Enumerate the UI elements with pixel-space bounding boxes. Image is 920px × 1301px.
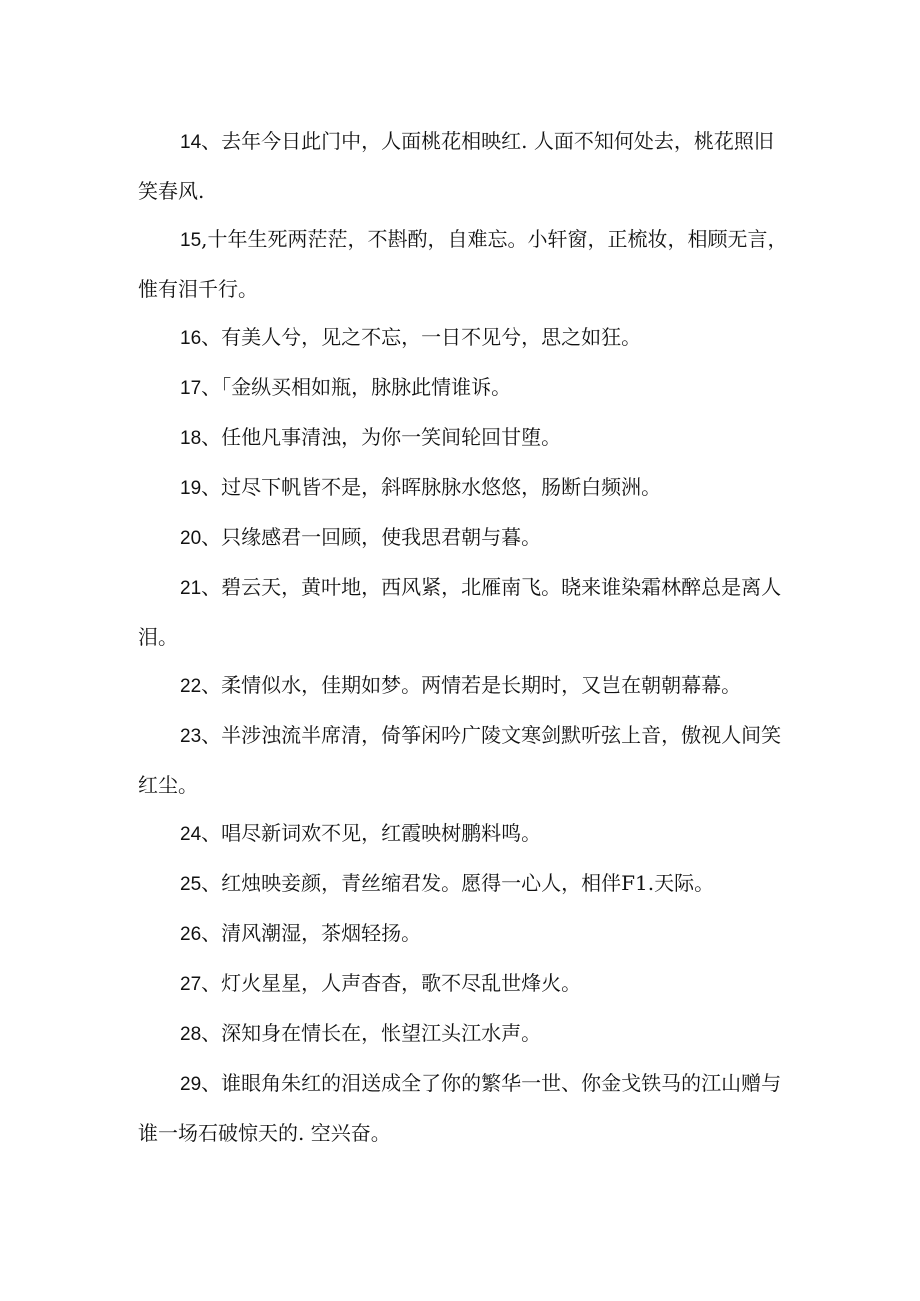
poem-entry-29 bbox=[138, 1059, 788, 1157]
entry-text: 柔情似水，佳期如梦。两情若是长期时，又岂在朝朝幕幕。 bbox=[221, 673, 742, 697]
entry-separator: 、 bbox=[201, 673, 222, 697]
entry-text: 谁眼角朱红的泪送成全了你的繁华一世、你金戈铁马的江山赠与谁一场石破惊天的. 空兴奋。 bbox=[138, 1071, 782, 1145]
poem-entry-25 bbox=[138, 859, 788, 909]
entry-separator: 、 bbox=[201, 1071, 222, 1095]
poem-entry-19 bbox=[138, 463, 788, 513]
entry-separator: 、 bbox=[201, 129, 222, 153]
entry-separator: 、 bbox=[201, 921, 222, 945]
entry-number: 26 bbox=[180, 924, 202, 945]
entry-number: 28 bbox=[180, 1024, 202, 1045]
entry-text: 红烛映妾颜，青丝缩君发。愿得一心人，相伴F1.天际。 bbox=[221, 871, 715, 895]
poem-entry-18 bbox=[138, 413, 788, 463]
poem-entry-21 bbox=[138, 563, 788, 661]
poem-entry-27 bbox=[138, 959, 788, 1009]
poem-entry-22 bbox=[138, 661, 788, 711]
entry-text: 只缘感君一回顾，使我思君朝与暮。 bbox=[221, 525, 542, 549]
entry-separator: , bbox=[201, 227, 208, 251]
entry-separator: 、 bbox=[201, 821, 222, 845]
entry-text: 十年生死两茫茫，不斟酌，自难忘。小轩窗，正梳妆，相顾无言，惟有泪千行。 bbox=[138, 227, 788, 301]
entry-text: 清风潮湿，茶烟轻扬。 bbox=[221, 921, 422, 945]
entry-separator: 、 bbox=[201, 1021, 222, 1045]
entry-separator: 、 bbox=[201, 575, 222, 599]
entry-text: 半涉浊流半席清，倚筝闲吟广陵文寒剑默听弦上音，傲视人间笑红尘。 bbox=[138, 723, 782, 797]
entry-number: 23 bbox=[180, 726, 202, 747]
entry-separator: 、 bbox=[201, 425, 222, 449]
entry-number: 29 bbox=[180, 1074, 202, 1095]
entry-number: 24 bbox=[180, 824, 202, 845]
entry-separator: 、 bbox=[201, 525, 222, 549]
entry-separator: 、 bbox=[201, 375, 222, 399]
entry-text: 灯火星星，人声杳杳，歌不尽乱世烽火。 bbox=[221, 971, 582, 995]
entry-number: 17 bbox=[180, 378, 202, 399]
entry-separator: 、 bbox=[201, 971, 222, 995]
entry-text: 碧云天，黄叶地，西风紧，北雁南飞。晓来谁染霜林醉总是离人泪。 bbox=[138, 575, 782, 649]
poem-entry-20 bbox=[138, 513, 788, 563]
entry-number: 27 bbox=[180, 974, 202, 995]
poem-entry-24 bbox=[138, 809, 788, 859]
entry-text: 唱尽新词欢不见，红霞映树鹏料鸣。 bbox=[221, 821, 542, 845]
entry-separator: 、 bbox=[201, 871, 222, 895]
entry-text: 去年今日此门中，人面桃花相映红. 人面不知何处去，桃花照旧笑春风. bbox=[138, 129, 774, 203]
entry-number: 25 bbox=[180, 874, 202, 895]
entry-number: 15 bbox=[180, 230, 202, 251]
entry-number: 22 bbox=[180, 676, 202, 697]
entry-text: 有美人兮，见之不忘，一日不见兮，思之如狂。 bbox=[221, 325, 642, 349]
entry-number: 20 bbox=[180, 528, 202, 549]
entry-separator: 、 bbox=[201, 723, 222, 747]
poem-entry-17 bbox=[138, 363, 788, 413]
poem-list bbox=[138, 117, 788, 1157]
poem-entry-26 bbox=[138, 909, 788, 959]
poem-entry-23 bbox=[138, 711, 788, 809]
entry-number: 19 bbox=[180, 478, 202, 499]
entry-separator: 、 bbox=[201, 475, 222, 499]
entry-separator: 、 bbox=[201, 325, 222, 349]
poem-entry-14 bbox=[138, 117, 788, 215]
entry-text: 「金纵买相如瓶，脉脉此情谁诉。 bbox=[221, 375, 512, 399]
entry-number: 18 bbox=[180, 428, 202, 449]
entry-number: 21 bbox=[180, 578, 202, 599]
poem-entry-28 bbox=[138, 1009, 788, 1059]
poem-entry-16 bbox=[138, 313, 788, 363]
entry-number: 14 bbox=[180, 132, 202, 153]
entry-text: 深知身在情长在，怅望江头江水声。 bbox=[221, 1021, 542, 1045]
poem-entry-15 bbox=[138, 215, 788, 313]
entry-text: 过尽下帆皆不是，斜晖脉脉水悠悠，肠断白频洲。 bbox=[221, 475, 662, 499]
entry-number: 16 bbox=[180, 328, 202, 349]
entry-text: 任他凡事清浊，为你一笑间轮回甘堕。 bbox=[221, 425, 562, 449]
